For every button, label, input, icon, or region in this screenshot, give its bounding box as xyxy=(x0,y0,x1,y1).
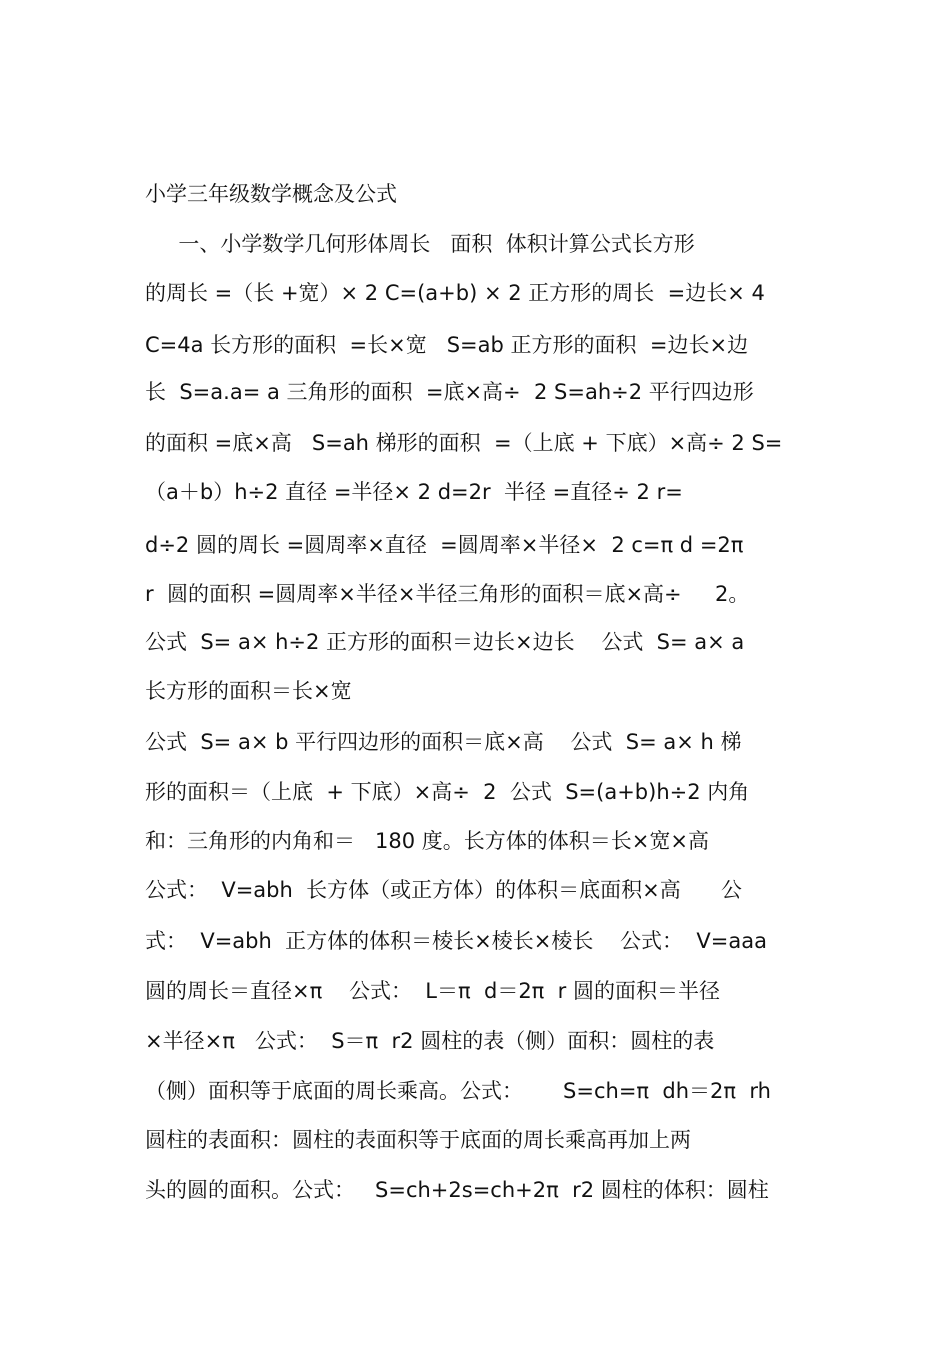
text-line: 圆柱的表面积：圆柱的表面积等于底面的周长乘高再加上两 xyxy=(145,1128,691,1152)
text-line: 公式： V=abh 长方体（或正方体）的体积＝底面积×高 公 xyxy=(145,878,742,902)
text-line: 和：三角形的内角和＝ 180 度。长方体的体积＝长×宽×高 xyxy=(145,829,709,853)
text-line: ×半径×π 公式： S＝π r2 圆柱的表（侧）面积：圆柱的表 xyxy=(145,1029,715,1053)
text-line: 形的面积＝（上底 + 下底）×高÷ 2 公式 S=(a+b)h÷2 内角 xyxy=(145,780,750,804)
text-line: 长方形的面积＝长×宽 xyxy=(145,679,352,703)
text-line: （侧）面积等于底面的周长乘高。公式： S=ch=π dh＝2π rh xyxy=(145,1079,771,1103)
text-line: 长 S=a.a= a 三角形的面积 =底×高÷ 2 S=ah÷2 平行四边形 xyxy=(145,380,754,404)
text-line: r 圆的面积 =圆周率×半径×半径三角形的面积＝底×高÷ 2。 xyxy=(145,582,750,606)
text-line: （a＋b）h÷2 直径 =半径× 2 d=2r 半径 =直径÷ 2 r= xyxy=(145,480,683,504)
text-line: 的周长 =（长 +宽）× 2 C=(a+b) × 2 正方形的周长 =边长× 4 xyxy=(145,281,765,305)
text-line: d÷2 圆的周长 =圆周率×直径 =圆周率×半径× 2 c=π d =2π xyxy=(145,533,744,557)
text-line: 圆的周长＝直径×π 公式： L＝π d＝2π r 圆的面积＝半径 xyxy=(145,979,720,1003)
text-line: 公式 S= a× b 平行四边形的面积＝底×高 公式 S= a× h 梯 xyxy=(145,730,742,754)
text-line: 的面积 =底×高 S=ah 梯形的面积 =（上底 + 下底）×高÷ 2 S= xyxy=(145,431,783,455)
text-line: 公式 S= a× h÷2 正方形的面积＝边长×边长 公式 S= a× a xyxy=(145,630,745,654)
text-line: 头的圆的面积。公式： S=ch+2s=ch+2π r2 圆柱的体积：圆柱 xyxy=(145,1178,769,1202)
text-line: 一、小学数学几何形体周长 面积 体积计算公式长方形 xyxy=(145,232,695,256)
text-line: 式： V=abh 正方体的体积＝棱长×棱长×棱长 公式： V=aaa xyxy=(145,929,767,953)
text-line: C=4a 长方形的面积 =长×宽 S=ab 正方形的面积 =边长×边 xyxy=(145,333,749,357)
page-title: 小学三年级数学概念及公式 xyxy=(145,182,397,206)
